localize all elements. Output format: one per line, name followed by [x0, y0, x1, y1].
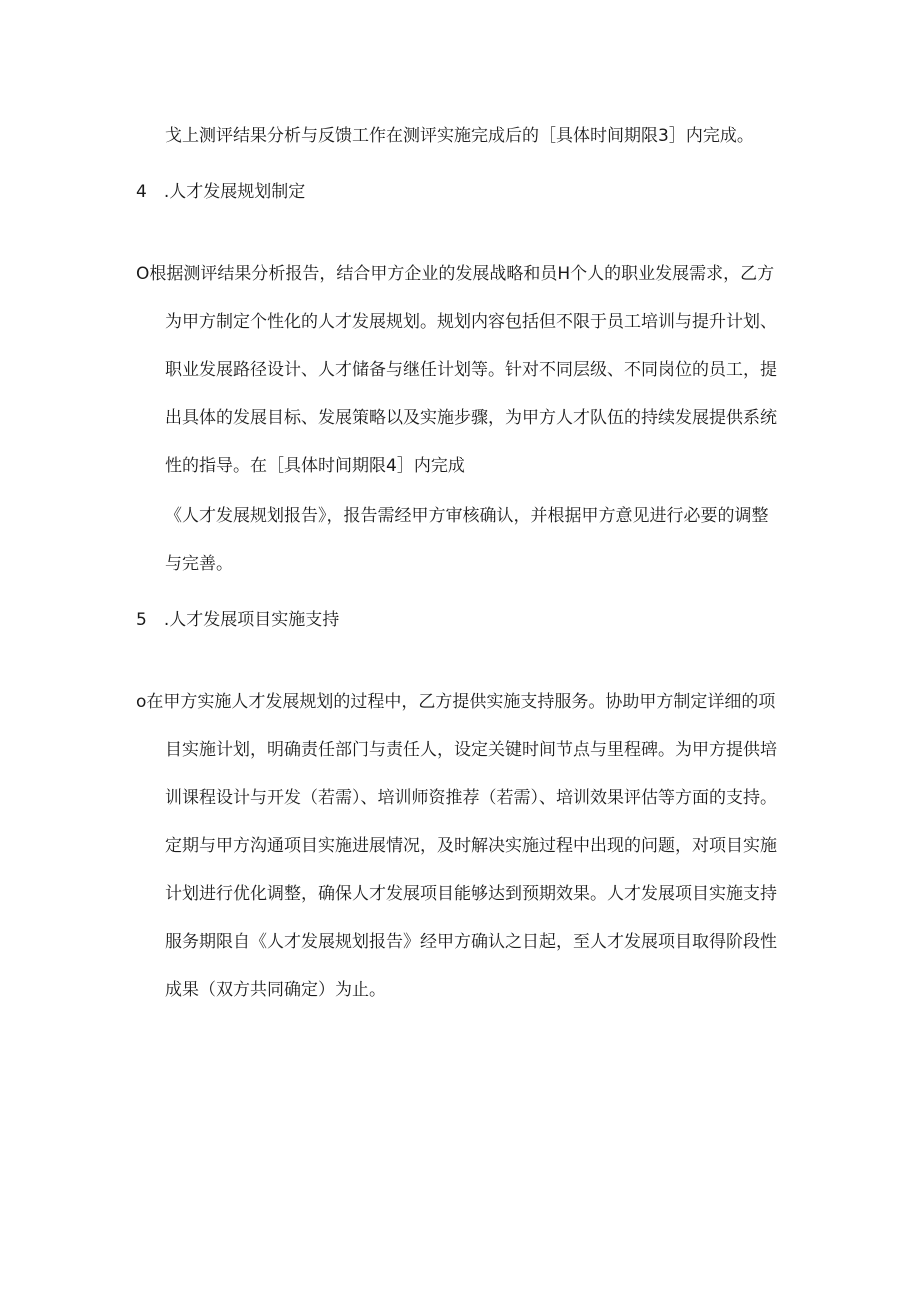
- section-4-heading: 4 .人才发展规划制定: [136, 182, 306, 202]
- section-4-line-2: 为甲方制定个性化的人才发展规划。规划内容包括但不限于员工培训与提升计划、: [165, 312, 777, 332]
- section-5-line-7: 成果（双方共同确定）为止。: [165, 980, 386, 1000]
- section-5-line-5: 计划进行优化调整，确保人才发展项目能够达到预期效果。人才发展项目实施支持: [165, 884, 777, 904]
- section-4-line-7: 与完善。: [165, 554, 233, 574]
- section-5-line-2: 目实施计划，明确责任部门与责任人，设定关键时间节点与里程碑。为甲方提供培: [165, 740, 777, 760]
- section-5-line-1: o在甲方实施人才发展规划的过程中，乙方提供实施支持服务。协助甲方制定详细的项: [136, 692, 776, 712]
- section-4-line-1: O根据测评结果分析报告，结合甲方企业的发展战略和员H个人的职业发展需求，乙方: [136, 264, 775, 284]
- section-5-line-3: 训课程设计与开发（若需）、培训师资推荐（若需）、培训效果评估等方面的支持。: [165, 788, 777, 808]
- section-4-line-3: 职业发展路径设计、人才储备与继任计划等。针对不同层级、不同岗位的员工，提: [165, 360, 777, 380]
- section-4-line-4: 出具体的发展目标、发展策略以及实施步骤，为甲方人才队伍的持续发展提供系统: [165, 408, 777, 428]
- section-5-line-6: 服务期限自《人才发展规划报告》经甲方确认之日起，至人才发展项目取得阶段性: [165, 932, 777, 952]
- section-4-line-5: 性的指导。在［具体时间期限4］内完成: [165, 456, 465, 476]
- section-4-line-6: 《人才发展规划报告》，报告需经甲方审核确认，并根据甲方意见进行必要的调整: [165, 506, 769, 526]
- section-5-heading: 5 .人才发展项目实施支持: [136, 610, 340, 630]
- paragraph-3-tail: 戈上测评结果分析与反馈工作在测评实施完成后的［具体时间期限3］内完成。: [165, 126, 754, 146]
- section-5-line-4: 定期与甲方沟通项目实施进展情况，及时解决实施过程中出现的问题，对项目实施: [165, 836, 777, 856]
